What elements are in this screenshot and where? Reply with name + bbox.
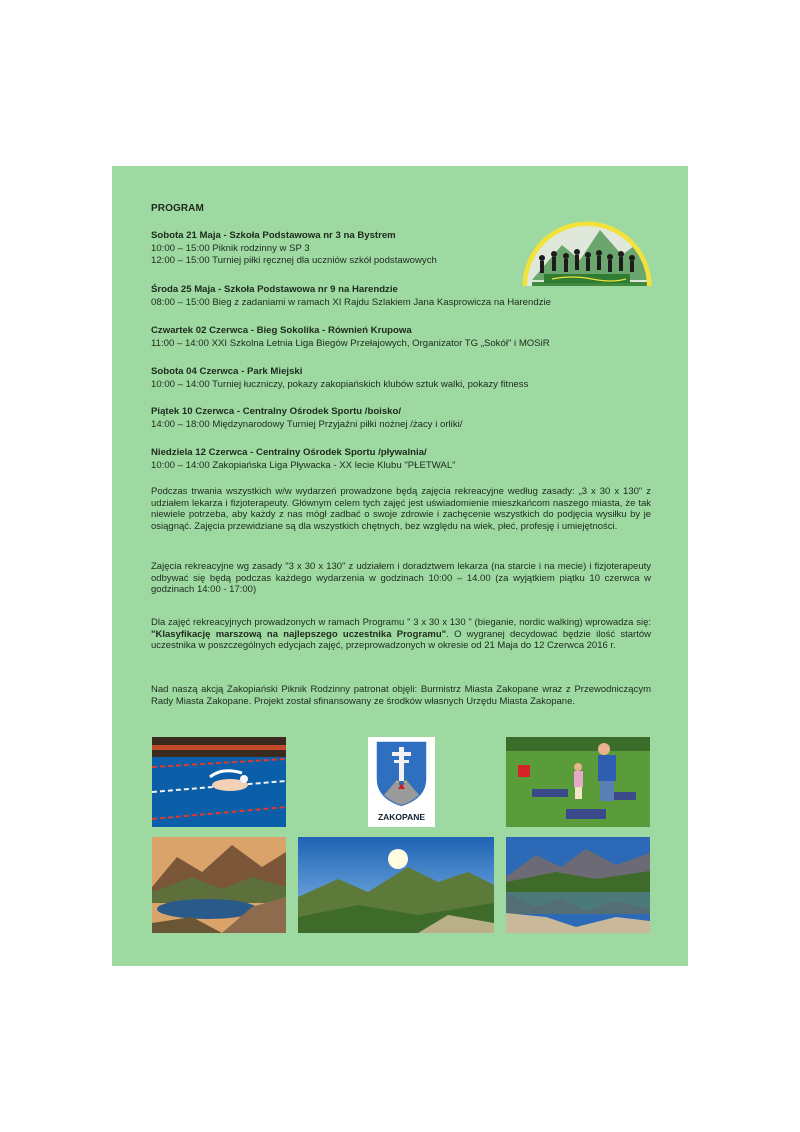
swimming-pool-photo [152,737,286,827]
paragraph-rules: Podczas trwania wszystkich w/w wydarzeń prowadzone będą zajęcia rekreacyjne według zasady: „3 x 30 x 130" z udziałem lekarza i fizjoterapeuty. Głównym celem tych zajęć jest uświadomienie mieszkańcom naszego miasta, że tak niewiele potrzeba, aby każdy z nas mógł zadbać o swoje zdrowie i zachęcenie wszystkich do podjęcia wysiłku by je osiągnąć. Zajęcia przewidziane są dla wszystkich chętnych, bez względu na wiek, płeć, profesję i umiejętności. [151,486,651,532]
crest-label: ZAKOPANE [377,812,426,822]
classification-text: Dla zajęć rekreacyjnych prowadzonych w ramach Programu " 3 x 30 x 130 " (bieganie, nordic walking) wprowadza się: [151,617,651,628]
paragraph-schedule: Zajęcia rekreacyjne wg zasady "3 x 30 x 130" z udziałem i doradztwem lekarza (na starcie i na mecie) i fizjoterapeuty odbywać się będą podczas każdego wydarzenia w godzinach 10:00 – 14.00 (za wyjątkiem piątku 10 czerwca w godzinach 14:00 - 17:00) [151,561,651,596]
event-title: Sobota 04 Czerwca - Park Miejski [151,366,303,377]
event-6 [151,447,621,472]
event-5 [151,406,621,431]
event-title: Piątek 10 Czerwca - Centralny Ośrodek Sportu /boisko/ [151,406,402,417]
classification-highlight: "Klasyfikację marszową na najlepszego uczestnika Programu" [151,628,447,640]
lake-reflection-photo [506,837,650,933]
event-title: Niedziela 12 Czerwca - Centralny Ośrodek Sportu /pływalnia/ [151,447,427,458]
zakopane-crest [368,737,435,827]
event-line: 12:00 – 15:00 Turniej piłki ręcznej dla uczniów szkół podstawowych [151,255,437,267]
flyer-panel [112,166,688,966]
event-line: 10:00 – 14:00 Turniej łuczniczy, pokazy zakopiańskich klubów sztuk walki, pokazy fitness [151,378,529,390]
mountain-lake-photo [152,837,286,933]
event-title: Sobota 21 Maja - Szkoła Podstawowa nr 3 na Bystrem [151,230,396,241]
classification-text-end: . O wygranej decydować będzie ilość startów uczestnika w poszczególnych edycjach zajęć, przeprowadzonych w okresie od 21 Maja do 12 Czerwca 2016 r. [151,628,651,652]
event-line: 08:00 – 15:00 Bieg z zadaniami w ramach XI Rajdu Szlakiem Jana Kasprowicza na Harendzie [151,296,551,308]
program-heading: PROGRAM [151,203,204,214]
mountain-valley-photo [298,837,494,933]
paragraph-classification [151,617,651,652]
event-line: 10:00 – 14:00 Zakopiańska Liga Pływacka - XX lecie Klubu "PŁETWAL" [151,459,456,471]
event-line: 10:00 – 15:00 Piknik rodzinny w SP 3 [151,242,310,254]
event-3 [151,325,621,350]
event-line: 11:00 – 14:00 XXI Szkolna Letnia Liga Biegów Przełajowych, Organizator TG „Sokół" i MOSiR [151,337,550,349]
paragraph-patronage: Nad naszą akcją Zakopiański Piknik Rodzinny patronat objęli: Burmistrz Miasta Zakopane wraz z Przewodniczącym Rady Miasta Zakopane. Projekt został sfinansowany ze środków własnych Urzędu Miasta Zakopane. [151,684,651,707]
event-2 [151,284,621,309]
event-1 [151,230,621,268]
event-line: 14:00 – 18:00 Międzynarodowy Turniej Przyjaźni piłki nożnej /żacy i orliki/ [151,418,463,430]
event-4 [151,366,621,391]
event-title: Środa 25 Maja - Szkoła Podstawowa nr 9 na Harendzie [151,284,398,295]
kids-activity-photo [506,737,650,827]
event-title: Czwartek 02 Czerwca - Bieg Sokolika - Równień Krupowa [151,325,412,336]
